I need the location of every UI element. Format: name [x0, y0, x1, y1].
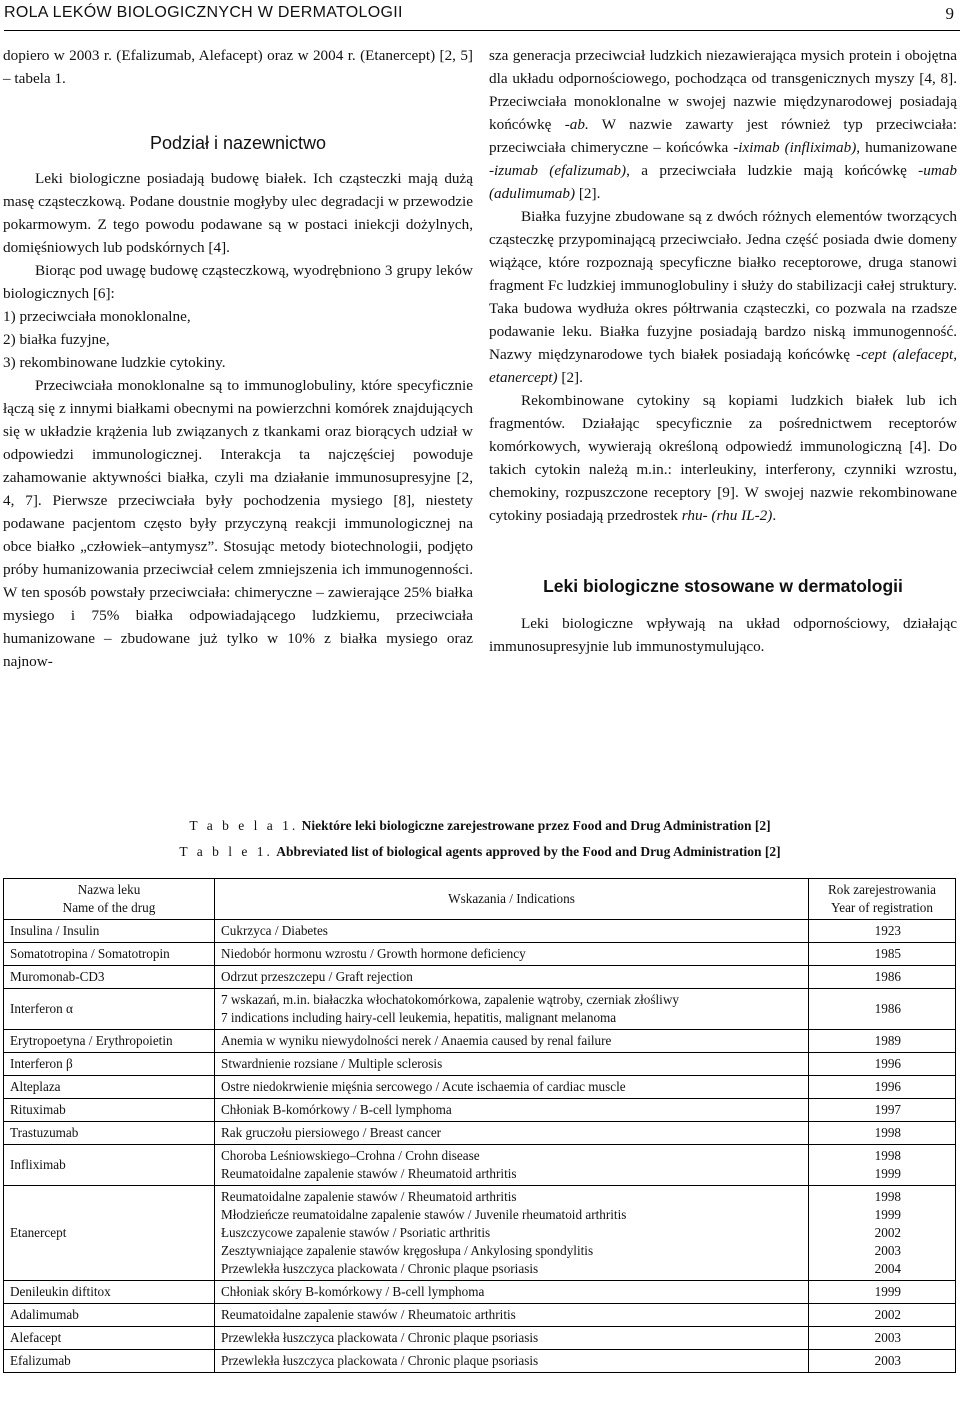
paragraph: Leki biologiczne posiadają budowę białek. Ich cząsteczki mają dużą masę cząsteczkową. Podane doustnie mogłyby ulec degradacji w przewodzie pokarmowym. Z tego powodu podawane są w postaci iniekcji dożylnych, domięśniowych lub podskórnych [4].	[3, 170, 473, 256]
year-line: 1999	[874, 1207, 901, 1222]
indication-line: Chłoniak skóry B-komórkowy / B-cell lymphoma	[221, 1284, 485, 1299]
year-cell	[809, 1281, 956, 1304]
table-row	[4, 920, 956, 943]
indication-line: Łuszczycowe zapalenie stawów / Psoriatic arthritis	[221, 1225, 491, 1240]
table-row	[4, 1281, 956, 1304]
drug-name-cell: Erytropoetyna / Erythropoietin	[4, 1030, 215, 1053]
paragraph: Rekombinowane cytokiny są kopiami ludzkich białek lub ich fragmentów. Działając specyficznie za pośrednictwem receptorów komórkowych, wywierają określoną odpowiedź immunologiczną [4]. Do takich cytokin należą m.in.: interleukiny, interferony, czynniki wzrostu, chemokiny, rozpuszczone receptory [9]. W swojej nazwie rekombinowane cytokiny posiadają przedrostek rhu- (rhu IL-2).	[489, 392, 957, 524]
running-head	[4, 4, 956, 26]
indication-line: Reumatoidalne zapalenie stawów / Rheumatoid arthritis	[221, 1166, 517, 1181]
table-row	[4, 1350, 956, 1373]
drug-name-cell: Etanercept	[4, 1186, 215, 1281]
indications-cell	[215, 1304, 809, 1327]
table-header-row	[4, 879, 956, 920]
year-line: 1986	[874, 1001, 901, 1016]
year-line: 1985	[874, 946, 901, 961]
year-line: 1996	[874, 1079, 901, 1094]
table-row	[4, 989, 956, 1030]
year-cell	[809, 966, 956, 989]
paragraph: Przeciwciała monoklonalne są to immunoglobuliny, które specyficznie łączą się z innymi białkami obecnymi na powierzchni komórek znajdujących się w układzie krążenia lub związanych z tkankami oraz biorących udział w odpowiedzi immunologicznej. Interakcja ta najczęściej powoduje zahamowanie aktywności białka, czyli ma działanie immunosupresyjne [2, 4, 7]. Pierwsze przeciwciała były pochodzenia mysiego [8], niestety podawane pacjentom często były przyczyną reakcji immunologicznej na obce białko „człowiek–antymysz”. Stosując metody biotechnologii, podjęto próby humanizowania przeciwciał celem zmniejszenia ich immunogenności. W ten sposób powstały przeciwciała: chimeryczne – zawierające 25% białka mysiego i 75% białka odpowiadającego ludzkiemu, przeciwciała humanizowane – zbudowane już tylko w 10% z białka mysiego oraz najnow-	[3, 377, 473, 670]
year-line: 2002	[874, 1307, 901, 1322]
table-row	[4, 1076, 956, 1099]
year-cell	[809, 1145, 956, 1186]
year-cell	[809, 1186, 956, 1281]
paragraph: Białka fuzyjne zbudowane są z dwóch różnych elementów tworzących cząsteczkę przypominającą przeciwciało. Jedna część posiada dwie domeny wiążące, które rozpoznają specyficzne białko receptorowe, druga stanowi fragment Fc ludzkiej immunoglobuliny i służy do stabilizacji całej struktury. Taka budowa wydłuża okres półtrwania cząsteczki, co pozwala na rzadsze podawanie leku. Białka fuzyjne posiadają bardzo niską immunogenność. Nazwy międzynarodowe tych białek posiadają końcówkę -cept (alefacept, etanercept) [2].	[489, 208, 958, 386]
running-title: ROLA LEKÓW BIOLOGICZNYCH W DERMATOLOGII	[4, 4, 403, 21]
year-line: 2004	[874, 1261, 901, 1276]
indication-line: Choroba Leśniowskiego–Crohna / Crohn disease	[221, 1148, 480, 1163]
year-cell	[809, 943, 956, 966]
drug-name-cell: Adalimumab	[4, 1304, 215, 1327]
year-cell	[809, 1350, 956, 1373]
left-column	[3, 44, 473, 673]
year-line: 1989	[874, 1033, 901, 1048]
table-row	[4, 1053, 956, 1076]
right-column	[489, 44, 957, 658]
drug-name-cell: Insulina / Insulin	[4, 920, 215, 943]
drug-name-cell: Efalizumab	[4, 1350, 215, 1373]
indications-cell	[215, 1030, 809, 1053]
indication-line: Niedobór hormonu wzrostu / Growth hormone deficiency	[221, 946, 526, 961]
indication-line: Anemia w wyniku niewydolności nerek / Anaemia caused by renal failure	[221, 1033, 612, 1048]
year-line: 2003	[874, 1243, 901, 1258]
year-cell	[809, 1099, 956, 1122]
indications-cell	[215, 1281, 809, 1304]
indication-line: Reumatoidalne zapalenie stawów / Rheumatoic arthritis	[221, 1307, 516, 1322]
indications-cell	[215, 1122, 809, 1145]
year-cell	[809, 1327, 956, 1350]
table-row	[4, 1122, 956, 1145]
paragraph: sza generacja przeciwciał ludzkich niezawierająca mysich protein i obojętna dla układu odpornościowego, pochodząca od transgenicznych myszy [4, 8]. Przeciwciała monoklonalne w swojej nazwie międzynarodowej posiadają końcówkę -ab. W nazwie zawarty jest również typ przeciwciała: przeciwciała chimeryczne – końcówka -iximab (infliximab), humanizowane -izumab (efalizumab), a przeciwciała ludzkie mają końcówkę -umab (adulimumab) [2].	[489, 47, 958, 202]
indications-cell	[215, 1186, 809, 1281]
indications-cell	[215, 943, 809, 966]
year-cell	[809, 920, 956, 943]
indication-line: Zesztywniające zapalenie stawów kręgosłupa / Ankylosing spondylitis	[221, 1243, 594, 1258]
drug-name-cell: Trastuzumab	[4, 1122, 215, 1145]
paragraph: Leki biologiczne wpływają na układ odpornościowy, działając immunosupresyjnie lub immunostymulująco.	[489, 615, 957, 655]
indications-cell	[215, 966, 809, 989]
year-cell	[809, 1122, 956, 1145]
table-caption-pl: T a b e l a 1. Niektóre leki biologiczne zarejestrowane przez Food and Drug Administration [2]	[189, 818, 771, 833]
table-row	[4, 1145, 956, 1186]
year-line: 2003	[874, 1330, 901, 1345]
year-line: 1998	[874, 1189, 901, 1204]
list-item: 3) rekombinowane ludzkie cytokiny.	[3, 354, 226, 371]
indication-line: Młodzieńcze reumatoidalne zapalenie stawów / Juvenile rheumatoid arthritis	[221, 1207, 627, 1222]
year-cell	[809, 989, 956, 1030]
indication-line: Przewlekła łuszczyca plackowata / Chronic plaque psoriasis	[221, 1261, 539, 1276]
year-line: 1998	[874, 1125, 901, 1140]
list-item: 1) przeciwciała monoklonalne,	[3, 308, 191, 325]
indications-cell	[215, 989, 809, 1030]
indication-line: Cukrzyca / Diabetes	[221, 923, 328, 938]
table-row	[4, 1030, 956, 1053]
list-item: 2) białka fuzyjne,	[3, 331, 110, 348]
table-row	[4, 1099, 956, 1122]
header-rule	[4, 30, 960, 31]
year-line: 1999	[874, 1284, 901, 1299]
year-cell	[809, 1030, 956, 1053]
paragraph: Biorąc pod uwagę budowę cząsteczkową, wyodrębniono 3 grupy leków biologicznych [6]:	[3, 262, 473, 302]
indications-cell	[215, 1076, 809, 1099]
indication-line: Ostre niedokrwienie mięśnia sercowego / Acute ischaemia of cardiac muscle	[221, 1079, 626, 1094]
table-row	[4, 943, 956, 966]
section-heading: Podział i nazewnictwo	[149, 133, 327, 153]
paragraph: dopiero w 2003 r. (Efalizumab, Alefacept) oraz w 2004 r. (Etanercept) [2, 5] – tabela 1.	[3, 47, 473, 87]
indication-line: 7 wskazań, m.in. białaczka włochatokomórkowa, zapalenie wątroby, czerniak złośliwy	[221, 992, 679, 1007]
indication-line: Przewlekła łuszczyca plackowata / Chronic plaque psoriasis	[221, 1353, 539, 1368]
table-row	[4, 1304, 956, 1327]
indications-cell	[215, 920, 809, 943]
year-cell	[809, 1304, 956, 1327]
indications-cell	[215, 1145, 809, 1186]
year-cell	[809, 1053, 956, 1076]
year-line: 1923	[874, 923, 901, 938]
indication-line: Rak gruczołu piersiowego / Breast cancer	[221, 1125, 442, 1140]
year-cell	[809, 1076, 956, 1099]
table-row	[4, 1186, 956, 1281]
indication-line: 7 indications including hairy-cell leukemia, hepatitis, malignant melanoma	[221, 1010, 617, 1025]
drug-name-cell: Somatotropina / Somatotropin	[4, 943, 215, 966]
year-line: 1998	[874, 1148, 901, 1163]
indication-line: Odrzut przeszczepu / Graft rejection	[221, 969, 413, 984]
header-indications: Wskazania / Indications	[215, 879, 809, 920]
drug-table	[3, 878, 956, 1373]
indication-line: Stwardnienie rozsiane / Multiple sclerosis	[221, 1056, 443, 1071]
year-line: 2003	[874, 1353, 901, 1368]
header-drug: Nazwa leku Name of the drug	[4, 879, 215, 920]
year-line: 1986	[874, 969, 901, 984]
drug-name-cell: Denileukin diftitox	[4, 1281, 215, 1304]
drug-name-cell: Interferon β	[4, 1053, 215, 1076]
indication-line: Reumatoidalne zapalenie stawów / Rheumatoid arthritis	[221, 1189, 517, 1204]
indication-line: Chłoniak B-komórkowy / B-cell lymphoma	[221, 1102, 452, 1117]
header-year: Rok zarejestrowania Year of registration	[809, 879, 956, 920]
year-line: 2002	[874, 1225, 901, 1240]
page-number: 9	[945, 4, 954, 23]
drug-name-cell: Rituximab	[4, 1099, 215, 1122]
year-line: 1999	[874, 1166, 901, 1181]
indication-line: Przewlekła łuszczyca plackowata / Chronic plaque psoriasis	[221, 1330, 539, 1345]
year-line: 1997	[874, 1102, 901, 1117]
indications-cell	[215, 1350, 809, 1373]
drug-name-cell: Alteplaza	[4, 1076, 215, 1099]
section-heading: Leki biologiczne stosowane w dermatologii	[543, 576, 903, 596]
table-row	[4, 966, 956, 989]
indications-cell	[215, 1327, 809, 1350]
table-caption-en: T a b l e 1. Abbreviated list of biological agents approved by the Food and Drug Administration [2]	[179, 844, 781, 859]
drug-name-cell: Alefacept	[4, 1327, 215, 1350]
indications-cell	[215, 1053, 809, 1076]
indications-cell	[215, 1099, 809, 1122]
drug-name-cell: Infliximab	[4, 1145, 215, 1186]
year-line: 1996	[874, 1056, 901, 1071]
table-row	[4, 1327, 956, 1350]
drug-name-cell: Muromonab-CD3	[4, 966, 215, 989]
drug-name-cell: Interferon α	[4, 989, 215, 1030]
